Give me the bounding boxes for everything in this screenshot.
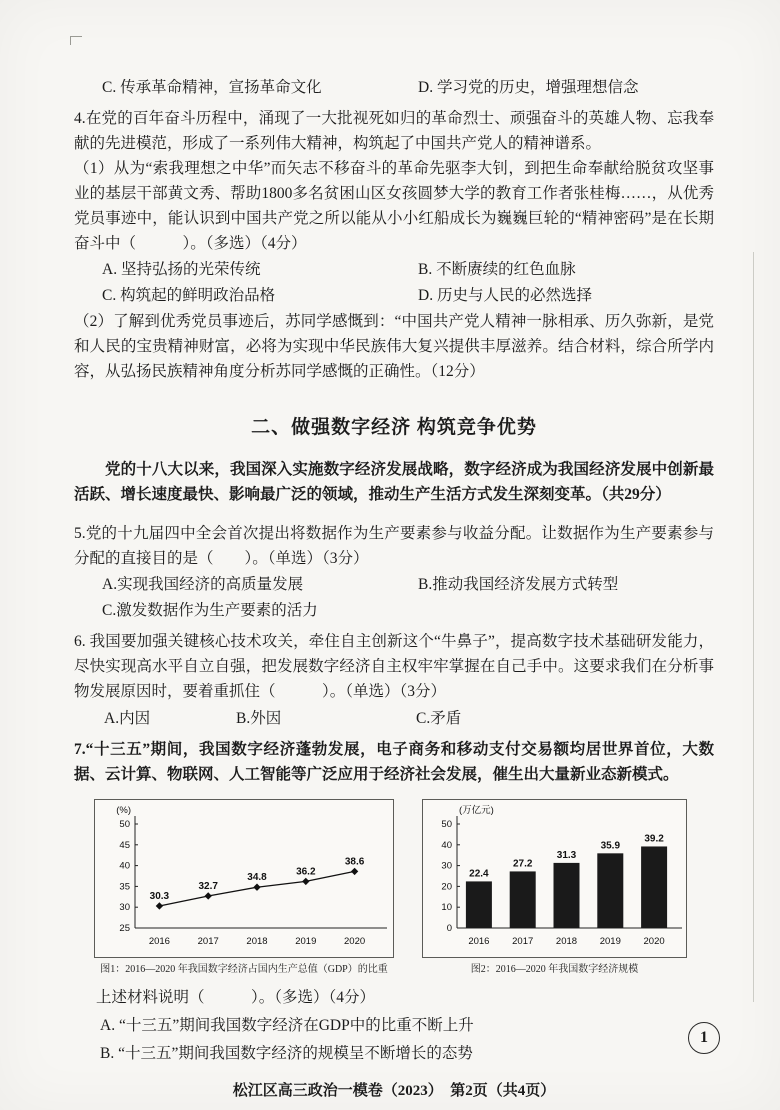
bar-chart-digital-economy-scale: [422, 799, 687, 958]
charts-row: [94, 799, 714, 977]
q7-option-b: B. “十三五”期间我国数字经济的规模呈不断增长的态势: [100, 1045, 473, 1062]
q3-option-d: D. 学习党的历史，增强理想信念: [418, 79, 639, 96]
q4-option-c: C. 构筑起的鲜明政治品格: [102, 287, 276, 304]
figure-1: [94, 799, 394, 977]
svg-text:35.9: 35.9: [600, 840, 621, 852]
svg-text:38.6: 38.6: [344, 856, 365, 868]
svg-text:2020: 2020: [344, 936, 366, 947]
svg-text:40: 40: [119, 860, 130, 872]
figure-2-caption: 图2：2016—2020 年我国数字经济规模: [470, 964, 639, 975]
svg-text:2018: 2018: [555, 936, 578, 947]
svg-text:32.7: 32.7: [198, 880, 218, 892]
svg-text:50: 50: [441, 819, 452, 830]
svg-text:40: 40: [441, 839, 452, 851]
q5-option-b: B.推动我国经济发展方式转型: [418, 576, 619, 593]
q4-options-row-1: [74, 257, 714, 282]
svg-text:2018: 2018: [246, 936, 268, 947]
line-chart-digital-economy-gdp-share: [94, 799, 394, 958]
svg-text:2017: 2017: [512, 936, 534, 947]
q4-option-a: A. 坚持弘扬的光荣传统: [102, 261, 261, 278]
svg-text:(%): (%): [116, 805, 131, 816]
svg-text:2019: 2019: [295, 936, 317, 947]
q6-options-row: [74, 706, 714, 731]
scan-artifact-line: [753, 252, 754, 1002]
figure-1-caption: 图1：2016—2020 年我国数字经济占国内生产总值（GDP）的比重: [100, 964, 388, 975]
svg-text:34.8: 34.8: [247, 872, 267, 884]
q5-stem: 5.党的十九届四中全会首次提出将数据作为生产要素参与收益分配。让数据作为生产要素参与分配的直接目的是（ ）。（单选）（3分）: [74, 525, 714, 567]
section-2-heading: 二、做强数字经济 构筑竞争优势: [251, 417, 537, 438]
svg-text:30.3: 30.3: [149, 890, 170, 902]
q3-options-row: [74, 75, 714, 100]
page-footer: 松江区高三政治一模卷（2023） 第2页（共4页）: [232, 1083, 556, 1099]
svg-text:10: 10: [441, 902, 452, 914]
svg-text:31.3: 31.3: [556, 849, 577, 861]
svg-text:45: 45: [119, 839, 130, 851]
q6-option-a: A.内因: [104, 710, 151, 727]
svg-text:0: 0: [446, 923, 452, 934]
q7-option-a: A. “十三五”期间我国数字经济在GDP中的比重不断上升: [100, 1017, 474, 1034]
q4-part1: （1）从为“索我理想之中华”而矢志不移奋斗的革命先驱李大钊，到把生命奉献给脱贫攻坚事业的基层干部黄文秀、帮助1800多名贫困山区女孩圆梦大学的教育工作者张桂梅……，从优秀党员事迹中，能认识到中国共产党之所以能从小小红船成长为巍巍巨轮的“精神密码”是在长期奋斗中（ ）。（多选）（4分）: [74, 160, 714, 252]
svg-text:25: 25: [119, 923, 130, 934]
q7-question: 上述材料说明（ ）。（多选）（4分）: [96, 989, 376, 1006]
svg-text:2016: 2016: [468, 936, 490, 947]
svg-text:30: 30: [441, 860, 452, 872]
svg-text:(万亿元): (万亿元): [459, 805, 494, 816]
svg-text:35: 35: [119, 881, 130, 893]
q5-options-row-1: [74, 572, 714, 597]
q6-stem: 6. 我国要加强关键核心技术攻关，牵住自主创新这个“牛鼻子”，提高数字技术基础研发能力，尽快实现高水平自立自强，把发展数字经济自主权牢牢掌握在自己手中。这要求我们在分析事物发展原因时，要着重抓住（ ）。（单选）（3分）: [74, 633, 714, 700]
svg-text:2017: 2017: [197, 936, 219, 947]
svg-text:2016: 2016: [148, 936, 170, 947]
q6-option-b: B.外因: [236, 710, 282, 727]
q4-option-d: D. 历史与人民的必然选择: [418, 287, 592, 304]
q4-stem: 4.在党的百年奋斗历程中，涌现了一大批视死如归的革命烈士、顽强奋斗的英雄人物、忘我奉献的先进模范，形成了一系列伟大精神，构筑起了中国共产党人的精神谱系。: [74, 110, 714, 152]
svg-text:22.4: 22.4: [469, 868, 489, 880]
q5-options-row-2: [74, 598, 714, 623]
svg-text:27.2: 27.2: [512, 858, 533, 870]
scan-corner-mark: [70, 36, 82, 45]
q6-option-c: C.矛盾: [416, 710, 462, 727]
q4-option-b: B. 不断赓续的红色血脉: [418, 261, 576, 278]
q3-option-c: C. 传承革命精神，宣扬革命文化: [102, 79, 322, 96]
svg-text:2019: 2019: [599, 936, 621, 947]
svg-text:20: 20: [441, 881, 452, 893]
svg-text:2020: 2020: [643, 936, 665, 947]
bar-chart-svg: [425, 802, 686, 952]
page-number-badge: 1: [688, 1022, 720, 1054]
section-2-intro: 党的十八大以来，我国深入实施数字经济发展战略，数字经济成为我国经济发展中创新最活跃、增长速度最快、影响最广泛的领域，推动生产生活方式发生深刻变革。（共29分）: [74, 461, 714, 503]
q4-options-row-2: [74, 283, 714, 308]
q7-stem: 7.“十三五”期间，我国数字经济蓬勃发展，电子商务和移动支付交易额均居世界首位，大数据、云计算、物联网、人工智能等广泛应用于经济社会发展，催生出大量新业态新模式。: [74, 741, 714, 783]
q5-option-c: C.激发数据作为生产要素的活力: [102, 602, 318, 619]
svg-text:50: 50: [119, 819, 130, 830]
figure-2: [422, 799, 687, 977]
q4-part2: （2）了解到优秀党员事迹后，苏同学感慨到：“中国共产党人精神一脉相承、历久弥新，是党和人民的宝贵精神财富，必将为实现中华民族伟大复兴提供丰厚滋养。结合材料，综合所学内容，从弘扬民族精神角度分析苏同学感慨的正确性。（12分）: [74, 313, 714, 380]
svg-text:36.2: 36.2: [296, 866, 316, 878]
q5-option-a: A.实现我国经济的高质量发展: [102, 576, 304, 593]
line-chart-svg: [97, 802, 393, 952]
svg-text:30: 30: [119, 902, 130, 914]
svg-text:39.2: 39.2: [644, 833, 664, 845]
